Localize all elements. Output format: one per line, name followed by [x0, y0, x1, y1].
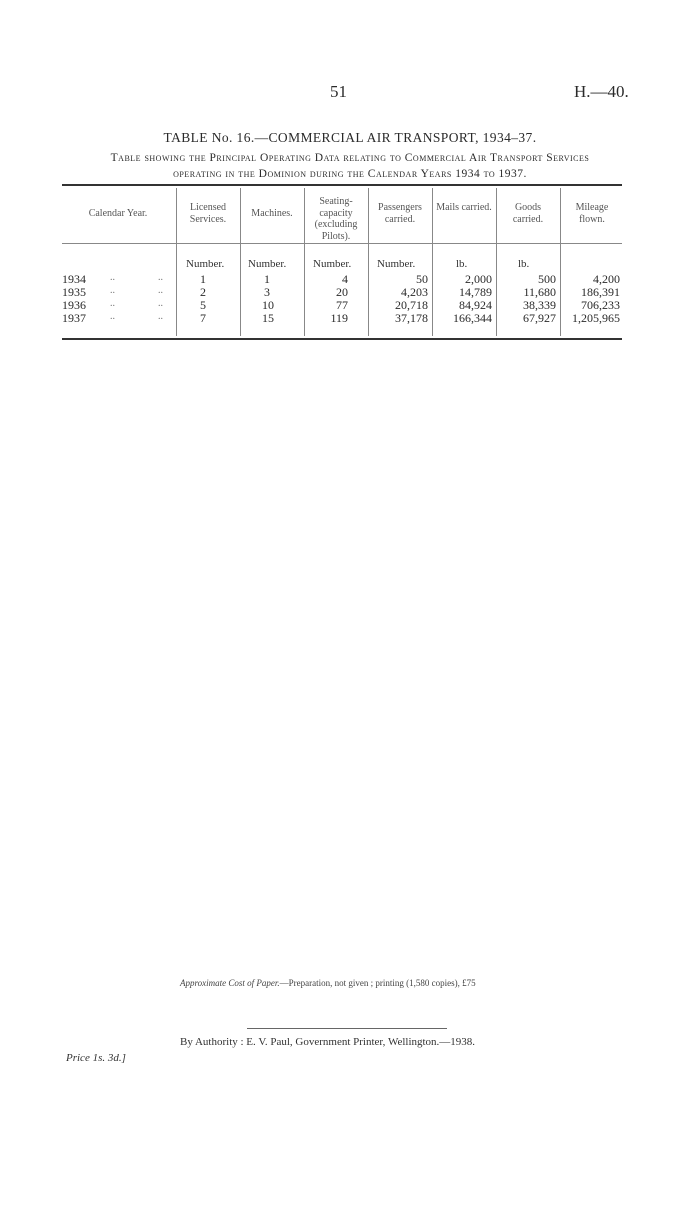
- cell-seating: 119: [330, 311, 348, 325]
- cell-licensed: 2: [200, 285, 206, 299]
- cell-machines: 1: [264, 272, 270, 286]
- cell-goods: 500: [538, 272, 556, 286]
- cell-year: 1934: [62, 272, 86, 286]
- cell-mails: 14,789: [459, 285, 492, 299]
- cell-mileage: 4,200: [593, 272, 620, 286]
- leader-dots: ..: [110, 311, 115, 322]
- cell-year: 1937: [62, 311, 86, 325]
- cell-seating: 4: [342, 272, 348, 286]
- cell-licensed: 5: [200, 298, 206, 312]
- table-title: TABLE No. 16.—COMMERCIAL AIR TRANSPORT, 1934–37.: [163, 130, 537, 145]
- cell-mails: 84,924: [459, 298, 492, 312]
- cell-seating: 20: [336, 285, 348, 299]
- leader-dots: ..: [158, 311, 163, 322]
- cost-footnote: [180, 978, 476, 988]
- column-header-licensed-services: Licensed Services.: [189, 202, 227, 225]
- table-header-rule: [62, 243, 622, 244]
- leader-dots: ..: [158, 298, 163, 309]
- cell-machines: 3: [264, 285, 270, 299]
- column-header-passengers: Passengers carried.: [378, 202, 422, 225]
- cell-passengers: 4,203: [401, 285, 428, 299]
- table-row: [62, 272, 622, 285]
- column-header-seating-capacity: Seating-capacity (excluding Pilots).: [314, 196, 358, 242]
- cell-passengers: 37,178: [395, 311, 428, 325]
- cell-mileage: 186,391: [581, 285, 620, 299]
- leader-dots: ..: [110, 272, 115, 283]
- cell-year: 1935: [62, 285, 86, 299]
- cost-footnote-label: Approximate Cost of Paper.: [180, 978, 280, 988]
- unit-label: Number.: [186, 258, 225, 270]
- table-row: [62, 285, 622, 298]
- document-code: H.—40.: [574, 82, 629, 101]
- cell-seating: 77: [336, 298, 348, 312]
- table-row: [62, 311, 622, 324]
- cell-mails: 166,344: [453, 311, 492, 325]
- leader-dots: ..: [158, 285, 163, 296]
- unit-label: lb.: [518, 258, 530, 270]
- cell-mileage: 1,205,965: [572, 311, 620, 325]
- cell-mails: 2,000: [465, 272, 492, 286]
- page-number: 51: [330, 82, 347, 101]
- cell-machines: 10: [262, 298, 274, 312]
- cell-machines: 15: [262, 311, 274, 325]
- leader-dots: ..: [110, 285, 115, 296]
- column-header-mileage: Mileage flown.: [575, 202, 609, 225]
- table-top-rule: [62, 184, 622, 186]
- table-caption: [60, 150, 640, 182]
- column-header-machines: Machines.: [251, 208, 293, 219]
- price-note: Price 1s. 3d.]: [66, 1052, 126, 1064]
- unit-label: Number.: [377, 258, 416, 270]
- cell-licensed: 7: [200, 311, 206, 325]
- signature-rule: [247, 1028, 447, 1029]
- cell-goods: 67,927: [523, 311, 556, 325]
- unit-label: Number.: [313, 258, 352, 270]
- cell-mileage: 706,233: [581, 298, 620, 312]
- table-bottom-rule: [62, 338, 622, 340]
- leader-dots: ..: [158, 272, 163, 283]
- column-header-mails: Mails carried.: [436, 202, 492, 213]
- table-caption-line-1: Table showing the Principal Operating Data relating to Commercial Air Transport Services: [110, 152, 590, 164]
- printer-authority: By Authority : E. V. Paul, Government Printer, Wellington.—1938.: [180, 1036, 476, 1048]
- column-header-calendar-year: Calendar Year.: [88, 208, 148, 219]
- table-row: [62, 298, 622, 311]
- column-header-goods: Goods carried.: [512, 202, 544, 225]
- unit-label: Number.: [248, 258, 287, 270]
- unit-label: lb.: [456, 258, 468, 270]
- cell-year: 1936: [62, 298, 86, 312]
- cell-passengers: 50: [416, 272, 428, 286]
- cell-licensed: 1: [200, 272, 206, 286]
- cell-goods: 11,680: [523, 285, 556, 299]
- cell-passengers: 20,718: [395, 298, 428, 312]
- leader-dots: ..: [110, 298, 115, 309]
- table-caption-line-2: operating in the Dominion during the Calendar Years 1934 to 1937.: [173, 168, 527, 180]
- cost-footnote-text: —Preparation, not given ; printing (1,580 copies), £75: [279, 978, 476, 988]
- cell-goods: 38,339: [523, 298, 556, 312]
